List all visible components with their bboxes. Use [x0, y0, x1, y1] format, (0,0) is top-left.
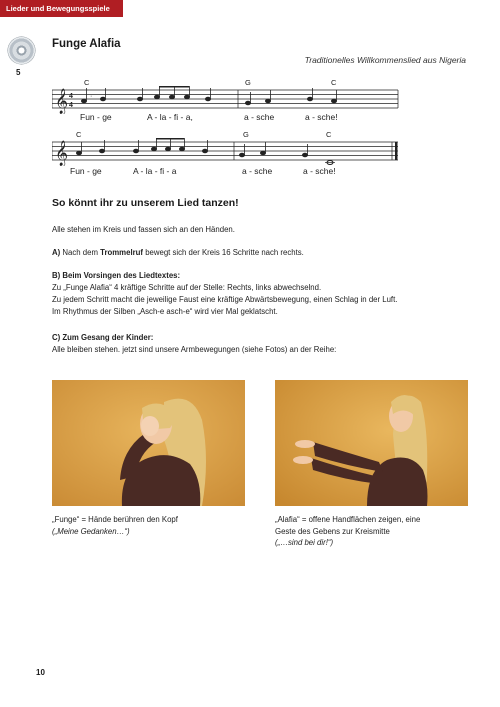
cd-icon — [8, 37, 35, 64]
treble-clef-icon: 𝄞 — [55, 89, 69, 114]
step-a-label: A) — [52, 248, 61, 257]
step-b — [52, 270, 472, 318]
treble-clef-icon: 𝄞 — [55, 141, 69, 166]
step-a-post: bewegt sich der Kreis 16 Schritte nach rechts. — [145, 248, 304, 257]
song-title: Funge Alafia — [52, 38, 121, 50]
caption-line: „Funge“ = Hände berühren den Kopf — [52, 515, 178, 524]
step-b-line: Zu jedem Schritt macht die jeweilige Faust eine kräftige Abwärtsbewegung, einen Schlag in der Luft. — [52, 295, 398, 304]
music-staff-2 — [52, 138, 402, 166]
chord-label: G — [245, 78, 251, 87]
step-a-pre: Nach dem — [62, 248, 98, 257]
section-title: So könnt ihr zu unserem Lied tanzen! — [52, 197, 239, 209]
chord-label: C — [76, 130, 82, 139]
svg-text:4: 4 — [69, 93, 73, 100]
lyric-syllables: A - la - fi - a, — [147, 112, 193, 122]
music-staff-1 — [52, 86, 402, 114]
step-a — [52, 247, 472, 259]
photo-caption-funge — [52, 514, 252, 537]
step-b-line: Zu „Funge Alafia“ 4 kräftige Schritte auf der Stelle: Rechts, links abwechselnd. — [52, 283, 322, 292]
lyric-syllables: a - sche! — [305, 112, 338, 122]
caption-line: („…sind bei dir!“) — [275, 538, 334, 547]
song-subtitle: Traditionelles Willkommenslied aus Nigeria — [304, 55, 466, 65]
svg-text:·: · — [90, 93, 93, 100]
photo-caption-alafia — [275, 514, 475, 549]
caption-line: Geste des Gebens zur Kreismitte — [275, 526, 390, 536]
chord-label: C — [331, 78, 337, 87]
step-c-line: Alle bleiben stehen. jetzt sind unsere Armbewegungen (siehe Fotos) an der Reihe: — [52, 345, 337, 354]
chord-label: C — [84, 78, 90, 87]
page-number: 10 — [36, 668, 45, 677]
caption-line: („Meine Gedanken…“) — [52, 526, 130, 536]
chord-label: G — [243, 130, 249, 139]
lyric-syllables: Fun - ge — [70, 166, 102, 176]
section-tab: Lieder und Bewegungsspiele — [0, 0, 123, 17]
lyric-syllables: A - la - fi - a — [133, 166, 177, 176]
lyric-syllables: a - sche! — [303, 166, 336, 176]
step-c-heading: C) Zum Gesang der Kinder: — [52, 333, 154, 342]
step-b-line: Im Rhythmus der Silben „Asch-e asch-e“ wird vier Mal geklatscht. — [52, 307, 278, 316]
photo-alafia — [275, 380, 468, 506]
step-c — [52, 332, 472, 356]
chord-label: C — [326, 130, 332, 139]
track-number: 5 — [16, 68, 21, 77]
svg-text:4: 4 — [69, 102, 73, 109]
lyric-syllables: a - sche — [244, 112, 275, 122]
lyric-syllables: a - sche — [242, 166, 273, 176]
intro-text: Alle stehen im Kreis und fassen sich an den Händen. — [52, 225, 235, 234]
lyric-syllables: Fun - ge — [80, 112, 112, 122]
photo-funge — [52, 380, 245, 506]
step-b-heading: B) Beim Vorsingen des Liedtextes: — [52, 271, 181, 280]
step-a-bold: Trommelruf — [100, 248, 144, 257]
caption-line: „Alafia“ = offene Handflächen zeigen, eine — [275, 515, 421, 524]
